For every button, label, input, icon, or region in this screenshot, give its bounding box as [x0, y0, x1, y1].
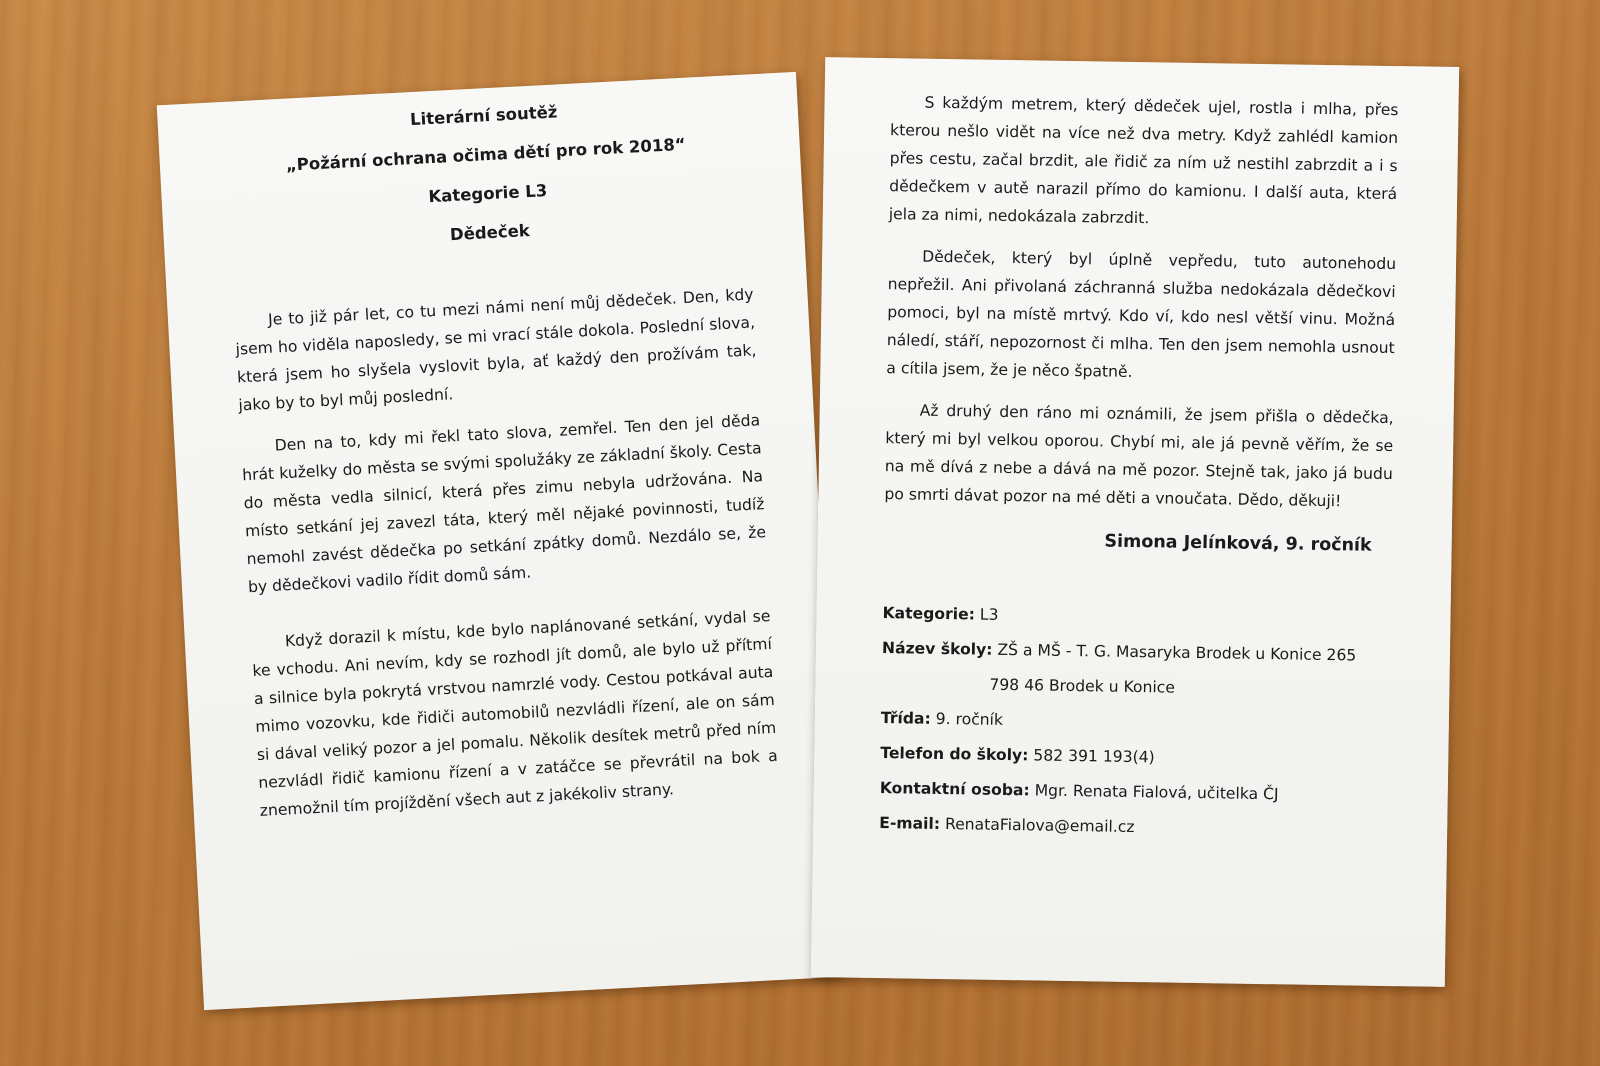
info-contact: [880, 779, 1388, 805]
story-title: Dědeček: [449, 221, 531, 245]
story-paragraph: Dědeček, který byl úplně vepředu, tuto autonehodu nepřežil. Ani přivolaná záchranná služba nedokázala dědečkovi pomoci, byl na místě mrtvý. Kdo ví, kdo nesl větší vinu. Možná náledí, stáří, nepozornost či mlha. Ten den jsem nemohla usnout a cítila jsem, že je něco špatně.: [886, 247, 1397, 381]
info-label: Třída:: [880, 709, 931, 728]
left-paper-sheet: [157, 72, 844, 1010]
info-school-address: 798 46 Brodek u Konice: [989, 675, 1176, 697]
story-paragraph: Až druhý den ráno mi oznámili, že jsem přišla o dědečka, který mi byl velkou oporou. Chybí mi, ale já pevně věřím, že se na mě dívá z nebe a dává na mě pozor. Stejně tak, jako já budu po smrti dávat pozor na mé děti a vnoučata. Dědo, děkuji!: [884, 401, 1394, 511]
story-paragraph: Den na to, kdy mi řekl tato slova, zemřel. Ten den jel děda hrát kuželky do města se svými spolužáky ze základní školy. Cesta do města vedla silnicí, která přes zimu nebyla udržována. Na místo setkání jej zavezl táta, který měl nějaké povinnosti, tudíž nemohl zavést dědečka po setkání zpátky domů. Nezdálo se, že by dědečkovi vadilo řídit domů sám.: [241, 411, 767, 597]
story-paragraph: Je to již pár let, co tu mezi námi není můj dědeček. Den, kdy jsem ho viděla naposledy, se mi vrací stále dokola. Poslední slova, která jsem ho slyšela vyslovit byla, ať každý den prožívám tak, jako by to byl můj poslední.: [235, 285, 757, 415]
info-label: Kontaktní osoba:: [879, 779, 1030, 800]
story-paragraph: S každým metrem, který dědeček ujel, rostla i mlha, přes kterou nešlo vidět na více než dva metry. Když zahlédl kamion přes cestu, začal brzdit, ale řidič za ním už nestihl zabrzdit a i s dědečkem v autě narazil přímo do kamionu. I další auta, která jela za nimi, nedokázala zabrzdit.: [888, 93, 1399, 228]
info-value: 582 391 193(4): [1033, 746, 1155, 767]
competition-title: Literární soutěž: [409, 102, 558, 130]
competition-subtitle: „Požární ochrana očima dětí pro rok 2018“: [285, 134, 687, 175]
info-email: [879, 814, 1387, 840]
info-phone: [880, 744, 1388, 770]
info-class: [881, 709, 1389, 735]
info-value: RenataFialova@email.cz: [944, 815, 1135, 837]
info-value: Mgr. Renata Fialová, učitelka ČJ: [1034, 781, 1279, 804]
info-value: L3: [979, 605, 999, 624]
story-paragraph: Když dorazil k místu, kde bylo naplánované setkání, vydal se ke vchodu. Ani nevím, kdy se rozhodl jít domů, ale bylo už přítmí a silnice byla pokrytá vrstvou namrzlé vody. Cestou potkával auta mimo vozovku, kde řidiči automobilů nezvládli řízení, ale on sám si dával veliký pozor a jel pomalu. Několik desítek metrů před ním nezvládl řidič kamionu řízení a v zatáčce se převrátil na bok a znemožnil tím projíždění všech aut z jakékoliv strany.: [252, 606, 779, 820]
info-category: [882, 604, 1390, 630]
author-signature: Simona Jelínková, 9. ročník: [1104, 531, 1372, 556]
right-paper-sheet: [811, 57, 1459, 987]
info-value: 9. ročník: [935, 709, 1004, 729]
info-label: Název školy:: [881, 639, 993, 659]
info-label: E-mail:: [879, 814, 941, 833]
info-school: [882, 639, 1390, 665]
info-label: Kategorie:: [882, 604, 976, 624]
story-body-left: [233, 280, 779, 825]
story-body-right: [884, 88, 1399, 516]
info-label: Telefon do školy:: [880, 744, 1029, 765]
category-heading: Kategorie L3: [427, 181, 548, 207]
entry-info-block: [879, 604, 1391, 840]
info-value: ZŠ a MŠ - T. G. Masaryka Brodek u Konice 265: [997, 640, 1357, 665]
